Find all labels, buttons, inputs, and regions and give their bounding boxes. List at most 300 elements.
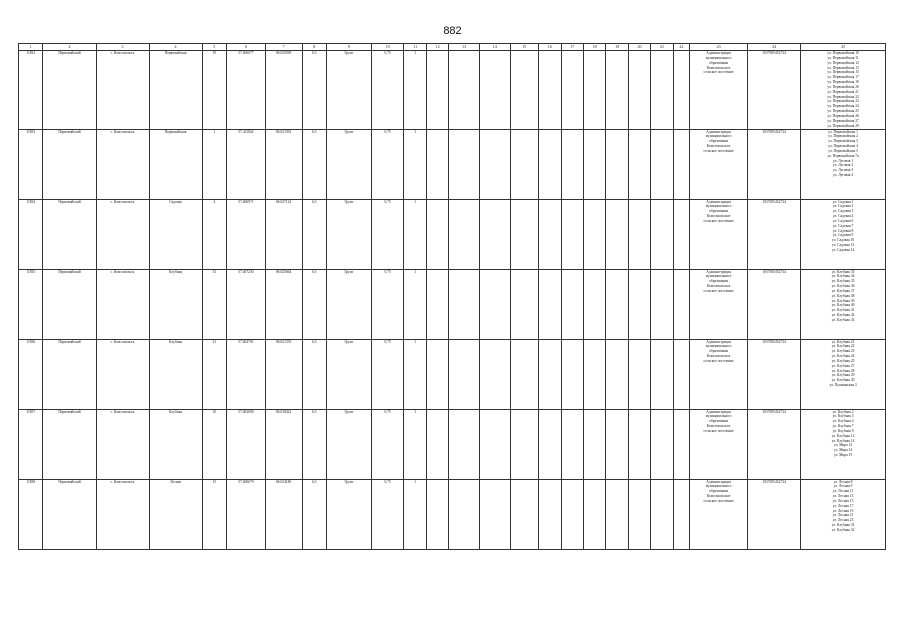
cell-empty	[606, 479, 628, 549]
cell-served-addresses	[801, 269, 886, 339]
address-line: ул. Садовая 1	[832, 199, 854, 204]
cell-served-addresses	[801, 129, 886, 199]
cell-empty	[449, 409, 480, 479]
address-line: ул. Клубная 40	[831, 303, 855, 308]
cell-district: Первомайский	[43, 339, 96, 409]
cell-served-addresses	[801, 339, 886, 409]
organization-line: муниципального	[705, 414, 732, 419]
cell-house: 21	[202, 339, 226, 409]
address-line: ул. Пушкинская 3	[829, 383, 857, 388]
cell-empty	[561, 269, 583, 339]
column-number-header: 16	[539, 44, 561, 51]
table-row	[19, 199, 886, 269]
cell-area: 6,3	[302, 409, 326, 479]
address-line: ул. Первомайская 15	[827, 70, 859, 75]
cell-empty	[561, 479, 583, 549]
address-line: ул. Первомайская 27	[827, 118, 859, 123]
address-line: ул. Первомайская 20	[827, 84, 859, 89]
cell-empty	[426, 129, 448, 199]
cell-street: Первомайская	[149, 51, 202, 130]
cell-surface: Грунт	[326, 479, 371, 549]
cell-organization	[690, 269, 748, 339]
cell-empty	[673, 479, 689, 549]
cell-empty	[449, 51, 480, 130]
organization-line: Комсомольское	[706, 424, 731, 429]
table-row	[19, 339, 886, 409]
register-rows	[19, 51, 886, 550]
cell-street: Садовая	[149, 199, 202, 269]
address-line: ул. Луговая 3	[833, 168, 854, 173]
cell-empty	[449, 479, 480, 549]
address-line: ул. Садовая 14	[831, 247, 855, 252]
cell-empty	[479, 51, 510, 130]
address-line: ул. Первомайская 17	[827, 75, 859, 80]
cell-district: Первомайский	[43, 269, 96, 339]
cell-lon: 86.020590	[265, 51, 302, 130]
cell-surface: Грунт	[326, 199, 371, 269]
address-line: ул. Первомайская 3	[828, 139, 858, 144]
cell-surface: Грунт	[326, 269, 371, 339]
cell-empty	[426, 269, 448, 339]
address-line: ул. Первомайская 7а	[827, 153, 859, 158]
cell-area: 6,3	[302, 51, 326, 130]
cell-empty	[606, 129, 628, 199]
cell-empty	[510, 269, 539, 339]
cell-district: Первомайский	[43, 199, 96, 269]
cell-ogrn: 1057005452734	[748, 339, 801, 409]
cell-lon: 86.024180	[265, 479, 302, 549]
cell-ogrn: 1057005452734	[748, 269, 801, 339]
cell-locality: с. Комсомольск	[96, 199, 149, 269]
cell-organization	[690, 199, 748, 269]
table-row	[19, 51, 886, 130]
address-line: ул. Клубная 12	[831, 433, 855, 438]
cell-empty	[479, 339, 510, 409]
cell-area: 6,3	[302, 129, 326, 199]
address-line: ул. Садовая 2	[832, 204, 854, 209]
organization-line: образования	[709, 139, 729, 144]
cell-empty	[628, 199, 650, 269]
cell-empty	[673, 51, 689, 130]
cell-empty	[628, 269, 650, 339]
column-number-header: 23	[690, 44, 748, 51]
cell-empty	[539, 129, 561, 199]
cell-empty	[651, 479, 673, 549]
column-number-header: 4	[149, 44, 202, 51]
cell-lat: 57.400679	[227, 479, 266, 549]
address-line: ул. Клубная 22	[831, 344, 855, 349]
address-line: ул. Клубная 30	[831, 378, 855, 383]
cell-ogrn: 1057005452734	[748, 129, 801, 199]
cell-organization	[690, 51, 748, 130]
address-line: ул. Клубная 38	[831, 293, 855, 298]
cell-empty	[673, 409, 689, 479]
table-row	[19, 269, 886, 339]
cell-empty	[583, 129, 605, 199]
address-line: ул. Садовая 4	[832, 214, 854, 219]
cell-empty	[606, 269, 628, 339]
cell-locality: с. Комсомольск	[96, 339, 149, 409]
cell-empty	[426, 409, 448, 479]
address-line: ул. Садовая 8	[832, 228, 854, 233]
address-line: ул. Клубная 9	[832, 428, 854, 433]
cell-empty	[426, 339, 448, 409]
organization-line: муниципального	[705, 55, 732, 60]
address-line: ул. Первомайская 1	[828, 129, 858, 134]
cell-empty	[583, 409, 605, 479]
cell-lat: 57.406077	[227, 51, 266, 130]
address-line: ул. Садовая 6	[832, 218, 854, 223]
address-line: ул. Клубная 34	[831, 274, 855, 279]
address-line: ул. Лесная 8	[833, 479, 853, 484]
cell-organization	[690, 339, 748, 409]
organization-line: Комсомольское	[706, 65, 731, 70]
cell-empty	[449, 269, 480, 339]
cell-lon: 86.027124	[265, 199, 302, 269]
cell-surface: Грунт	[326, 409, 371, 479]
cell-organization	[690, 129, 748, 199]
cell-empty	[628, 51, 650, 130]
cell-served-addresses	[801, 51, 886, 130]
organization-line: Администрация	[706, 269, 731, 274]
address-line: ул. Клубная 43	[831, 317, 855, 322]
cell-lon: 86.021592	[265, 129, 302, 199]
cell-locality: с. Комсомольск	[96, 269, 149, 339]
cell-empty	[606, 51, 628, 130]
column-number-header: 3	[96, 44, 149, 51]
organization-line: Администрация	[706, 409, 731, 414]
cell-empty	[426, 479, 448, 549]
cell-empty	[583, 339, 605, 409]
address-line: ул. Первомайская 24	[827, 104, 859, 109]
cell-area: 6,3	[302, 339, 326, 409]
cell-lat: 57.406971	[227, 199, 266, 269]
cell-empty	[628, 479, 650, 549]
cell-organization	[690, 479, 748, 549]
column-number-header: 15	[510, 44, 539, 51]
cell-empty	[673, 269, 689, 339]
cell-served-addresses	[801, 409, 886, 479]
address-line: ул. Клубная 4	[832, 419, 854, 424]
address-line: ул. Первомайская 4	[828, 144, 858, 149]
address-line: ул. Первомайская 10	[827, 51, 859, 55]
cell-empty	[479, 409, 510, 479]
address-line: ул. Клубная 21	[831, 339, 855, 344]
cell-volume: 0,75	[371, 199, 404, 269]
cell-empty	[449, 339, 480, 409]
cell-lat: 57.411824	[227, 129, 266, 199]
address-line: ул. Первомайская 13	[827, 65, 859, 70]
address-line: ул. Первомайская 12	[827, 60, 859, 65]
cell-empty	[583, 51, 605, 130]
address-line: ул. Клубная 3	[832, 414, 854, 419]
cell-empty	[673, 199, 689, 269]
address-line: ул. Первомайская 29	[827, 123, 859, 128]
address-line: ул. Лесная 9	[833, 484, 853, 489]
cell-empty	[510, 199, 539, 269]
cell-organization	[690, 409, 748, 479]
cell-locality: с. Комсомольск	[96, 129, 149, 199]
address-line: ул. Луговая 1	[833, 158, 854, 163]
organization-line: сельское поселение	[703, 358, 734, 363]
column-number-row	[19, 44, 886, 51]
column-number-header: 19	[606, 44, 628, 51]
cell-empty	[479, 269, 510, 339]
address-line: ул. Лесная 19	[832, 508, 854, 513]
address-line: ул. Клубная 35	[831, 279, 855, 284]
cell-street: Первомайская	[149, 129, 202, 199]
cell-served-addresses	[801, 199, 886, 269]
cell-house: 15	[202, 479, 226, 549]
cell-district: Первомайский	[43, 129, 96, 199]
organization-line: муниципального	[705, 344, 732, 349]
cell-street: Клубная	[149, 269, 202, 339]
column-number-header: 20	[628, 44, 650, 51]
cell-house: 4	[202, 199, 226, 269]
cell-count: 1	[404, 269, 426, 339]
cell-id: 11835	[19, 269, 43, 339]
address-line: ул. Мира 12	[833, 443, 853, 448]
cell-ogrn: 1057005452734	[748, 199, 801, 269]
cell-empty	[510, 51, 539, 130]
address-line: ул. Первомайская 21	[827, 89, 859, 94]
address-line: ул. Лесная 17	[832, 503, 854, 508]
cell-empty	[539, 479, 561, 549]
cell-volume: 0,75	[371, 479, 404, 549]
column-number-header: 22	[673, 44, 689, 51]
cell-empty	[583, 199, 605, 269]
cell-empty	[479, 129, 510, 199]
cell-empty	[510, 479, 539, 549]
cell-count: 1	[404, 129, 426, 199]
address-line: ул. Клубная 37	[831, 288, 855, 293]
address-line: ул. Клубная 33	[831, 269, 855, 274]
column-number-header: 14	[479, 44, 510, 51]
organization-line: сельское поселение	[703, 498, 734, 503]
cell-volume: 0,75	[371, 339, 404, 409]
cell-count: 1	[404, 51, 426, 130]
organization-line: Комсомольское	[706, 214, 731, 219]
cell-empty	[561, 129, 583, 199]
organization-line: образования	[709, 489, 729, 494]
organization-line: Комсомольское	[706, 284, 731, 289]
column-number-header: 5	[202, 44, 226, 51]
organization-line: Администрация	[706, 51, 731, 55]
address-line: ул. Мира 15	[833, 453, 853, 458]
organization-line: сельское поселение	[703, 218, 734, 223]
organization-line: образования	[709, 349, 729, 354]
cell-locality: с. Комсомольск	[96, 479, 149, 549]
column-number-header: 24	[748, 44, 801, 51]
cell-house: 1	[202, 129, 226, 199]
cell-empty	[651, 409, 673, 479]
cell-surface: Грунт	[326, 129, 371, 199]
cell-empty	[651, 339, 673, 409]
address-line: ул. Первомайская 11	[827, 55, 859, 60]
cell-empty	[628, 339, 650, 409]
cell-empty	[651, 51, 673, 130]
cell-area: 6,3	[302, 479, 326, 549]
cell-area: 6,3	[302, 199, 326, 269]
cell-empty	[673, 339, 689, 409]
cell-empty	[561, 51, 583, 130]
column-number-header: 17	[561, 44, 583, 51]
address-line: ул. Клубная 25	[831, 358, 855, 363]
cell-empty	[651, 269, 673, 339]
cell-empty	[651, 129, 673, 199]
cell-ogrn: 1057005452734	[748, 479, 801, 549]
column-number-header: 1	[19, 44, 43, 51]
cell-lon: 86.018422	[265, 409, 302, 479]
address-line: ул. Клубная 31	[831, 523, 855, 528]
address-line: ул. Луговая 4	[833, 173, 854, 178]
cell-empty	[426, 199, 448, 269]
organization-line: Администрация	[706, 129, 731, 134]
address-line: ул. Садовая 9	[832, 233, 854, 238]
cell-empty	[449, 129, 480, 199]
cell-empty	[510, 409, 539, 479]
address-line: ул. Клубная 29	[831, 373, 855, 378]
address-line: ул. Лесная 23	[832, 518, 854, 523]
organization-line: сельское поселение	[703, 148, 734, 153]
organization-line: муниципального	[705, 274, 732, 279]
address-line: ул. Первомайская 5	[828, 148, 858, 153]
cell-empty	[539, 339, 561, 409]
cell-lon: 86.021376	[265, 339, 302, 409]
cell-count: 1	[404, 409, 426, 479]
cell-district: Первомайский	[43, 51, 96, 130]
cell-locality: с. Комсомольск	[96, 51, 149, 130]
cell-empty	[539, 199, 561, 269]
cell-empty	[449, 199, 480, 269]
address-line: ул. Клубная 42	[831, 313, 855, 318]
cell-ogrn: 1057005452734	[748, 51, 801, 130]
address-line: ул. Первомайская 22	[827, 94, 859, 99]
cell-volume: 0,75	[371, 269, 404, 339]
cell-count: 1	[404, 199, 426, 269]
cell-street: Клубная	[149, 339, 202, 409]
column-number-header: 25	[801, 44, 886, 51]
organization-line: сельское поселение	[703, 288, 734, 293]
address-line: ул. Клубная 39	[831, 298, 855, 303]
cell-empty	[561, 409, 583, 479]
organization-line: образования	[709, 419, 729, 424]
organization-line: сельское поселение	[703, 70, 734, 75]
cell-empty	[510, 129, 539, 199]
organization-line: муниципального	[705, 204, 732, 209]
address-line: ул. Клубная 27	[831, 363, 855, 368]
cell-volume: 0,75	[371, 409, 404, 479]
table-row	[19, 129, 886, 199]
cell-ogrn: 1057005452734	[748, 409, 801, 479]
cell-empty	[628, 129, 650, 199]
cell-empty	[606, 199, 628, 269]
address-line: ул. Лесная 21	[832, 513, 854, 518]
cell-empty	[606, 409, 628, 479]
address-line: ул. Луговая 2	[833, 163, 854, 168]
cell-empty	[628, 409, 650, 479]
column-number-header: 10	[371, 44, 404, 51]
cell-empty	[510, 339, 539, 409]
page-number: 882	[443, 25, 462, 37]
cell-empty	[561, 339, 583, 409]
organization-line: образования	[709, 60, 729, 65]
cell-area: 6,3	[302, 269, 326, 339]
cell-empty	[583, 269, 605, 339]
column-number-header: 11	[404, 44, 426, 51]
cell-lon: 86.025664	[265, 269, 302, 339]
column-number-header: 21	[651, 44, 673, 51]
column-number-header: 13	[449, 44, 480, 51]
column-number-header: 7	[265, 44, 302, 51]
organization-line: Администрация	[706, 339, 731, 344]
cell-lat: 57.407230	[227, 269, 266, 339]
cell-empty	[479, 199, 510, 269]
address-line: ул. Первомайская 23	[827, 99, 859, 104]
organization-line: Администрация	[706, 479, 731, 484]
organization-line: образования	[709, 209, 729, 214]
cell-lat: 57.404701	[227, 339, 266, 409]
address-line: ул. Лесная 13	[832, 494, 854, 499]
address-line: ул. Лесная 15	[832, 498, 854, 503]
cell-empty	[606, 339, 628, 409]
cell-street: Лесная	[149, 479, 202, 549]
address-line: ул. Клубная 36	[831, 284, 855, 289]
cell-empty	[539, 51, 561, 130]
address-line: ул. Клубная 2	[832, 409, 854, 414]
address-line: ул. Первомайская 25	[827, 109, 859, 114]
address-line: ул. Садовая 10	[831, 238, 855, 243]
column-number-header: 18	[583, 44, 605, 51]
organization-line: Администрация	[706, 199, 731, 204]
address-line: ул. Садовая 7	[832, 223, 854, 228]
organization-line: сельское поселение	[703, 428, 734, 433]
register-table	[18, 43, 886, 550]
cell-street: Клубная	[149, 409, 202, 479]
column-number-header: 2	[43, 44, 96, 51]
address-line: ул. Клубная 32	[831, 527, 855, 532]
cell-lat: 57.402690	[227, 409, 266, 479]
cell-surface: Грунт	[326, 339, 371, 409]
cell-empty	[561, 199, 583, 269]
address-line: ул. Первомайская 26	[827, 113, 859, 118]
organization-line: муниципального	[705, 134, 732, 139]
column-number-header: 6	[227, 44, 266, 51]
address-line: ул. Первомайская 2	[828, 134, 858, 139]
organization-line: Комсомольское	[706, 144, 731, 149]
cell-served-addresses	[801, 479, 886, 549]
cell-id: 11836	[19, 339, 43, 409]
address-line: ул. Клубная 23	[831, 349, 855, 354]
cell-empty	[583, 479, 605, 549]
cell-district: Первомайский	[43, 409, 96, 479]
cell-count: 1	[404, 479, 426, 549]
address-line: ул. Клубная 24	[831, 354, 855, 359]
cell-house: 10	[202, 409, 226, 479]
organization-line: Комсомольское	[706, 354, 731, 359]
cell-id: 11832	[19, 51, 43, 130]
cell-empty	[479, 479, 510, 549]
organization-line: образования	[709, 279, 729, 284]
address-line: ул. Первомайская 18	[827, 80, 859, 85]
cell-empty	[651, 199, 673, 269]
cell-count: 1	[404, 339, 426, 409]
cell-empty	[426, 51, 448, 130]
cell-volume: 0,75	[371, 129, 404, 199]
address-line: ул. Садовая 3	[832, 209, 854, 214]
cell-id: 11834	[19, 199, 43, 269]
column-number-header: 12	[426, 44, 448, 51]
